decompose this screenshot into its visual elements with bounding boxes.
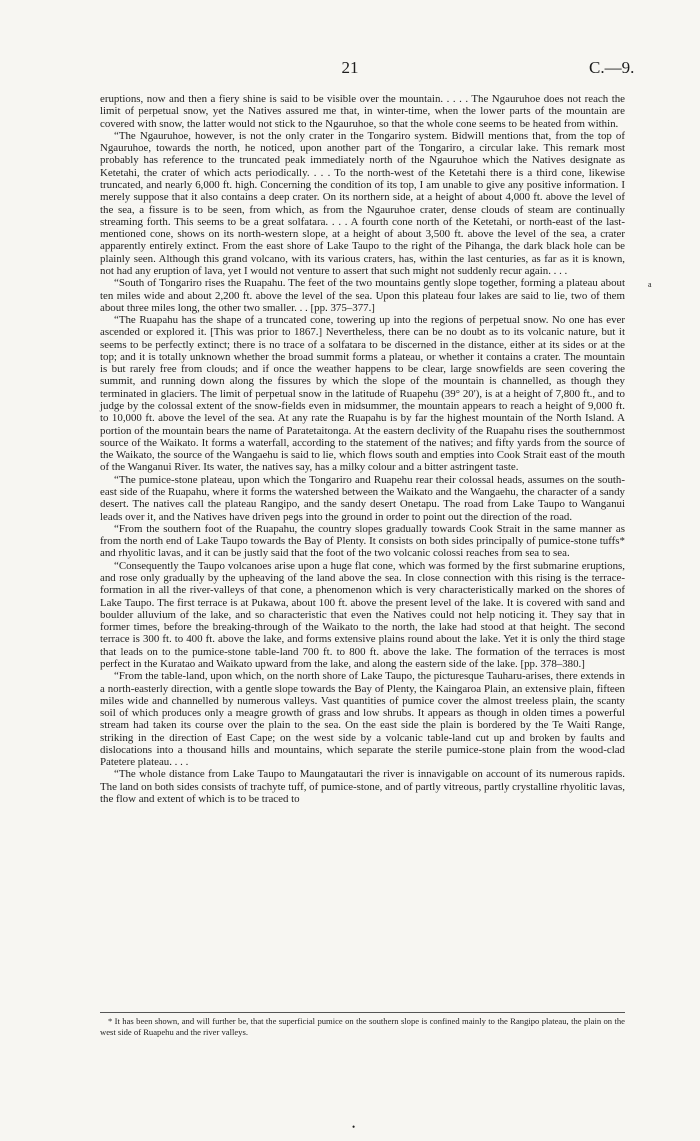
paragraph-7: “Consequently the Taupo volcanoes arise upon a huge flat cone, which was formed by the first submarine eruptions, and rose only gradually by the upheaving of the land above the sea. In close connection with this rising is the terrace-formation in all the river-valleys of that cone, a phenomenon which is very characteristically marked on the shores of Lake Taupo. The first terrace is at Pukawa, about 100 ft. above the present level of the lake. It is covered with sand and boulder alluvium of the lake, and so characteristic that even the Natives could not help noticing it. They say that in former times, before the breaking-through of the Waikato to the north, the lake had stood at that height. The second terrace is 300 ft. to 400 ft. above the lake, and forms extensive plains round about the lake. Yet it is only the third stage that leads on to the pumice-stone table-land 700 ft. to 800 ft. above the lake. The formation of the terraces is most perfect in the Kuratao and Waikato upward from the lake, and along the eastern side of the lake. [pp. 378–380.] [100,559,625,670]
paragraph-6: “From the southern foot of the Ruapahu, the country slopes gradually towards Cook Strait in the same manner as from the north end of Lake Taupo towards the Bay of Plenty. It consists on both sides principally of pumice-stone tuffs* and rhyolitic lavas, and it can be justly said that the foot of the two volcanic colossi reaches from sea to sea. [100,522,625,560]
footnote: * It has been shown, and will further be, that the superficial pumice on the southern slope is confined mainly to the Rangipo plateau, the plain on the west side of Ruapehu and the river valleys. [100,1016,625,1037]
paragraph-1: eruptions, now and then a fiery shine is said to be visible over the mountain. . . . . The Ngauruhoe does not reach the limit of perpetual snow, yet the Natives assured me that, in winter-time, when the lower parts of the mountain are covered with snow, the latter would not stick to the Ngauruhoe, so that the whole cone seems to be heated from within. [100,93,625,130]
footnote-divider [100,1012,625,1013]
document-reference: C.—9. [589,58,635,77]
body-text [100,93,625,805]
bottom-mark: • [352,1122,356,1132]
paragraph-4: “The Ruapahu has the shape of a truncated cone, towering up into the regions of perpetual snow. No one has ever ascended or explored it. [This was prior to 1867.] Nevertheless, there can be no doubt as to its volcanic nature, but it seems to be perfectly extinct; there is no trace of a solfatara to be discerned in the distance, either at its sides or at the top; and it is totally unknown whether the broad summit forms a plateau, or whether it contains a crater. The mountain is but rarely free from clouds; and if once the weather happens to be clear, large snowfields are seen covering the summit, and running down along the fissures by which the slope of the mountain is channelled, as though they terminated in glaciers. The limit of perpetual snow in the latitude of Ruapehu (39° 20'), is at a height of 7,800 ft., and to judge by the colossal extent of the snow-fields even in midsummer, the mountain appears to reach a height of 9,000 ft. to 10,000 ft. above the level of the sea. At any rate the Ruapahu is by far the highest mountain of the North Island. A portion of the mountain bears the name of Paratetaitonga. At the eastern declivity of the Ruapahu rises the southernmost source of the Waikato. It forms a waterfall, according to the statement of the natives; and fifty yards from the source of the Waikato, the source of the Wangaehu is said to lie, which flows south and empties into Cook Strait east of the mouth of the Wanganui River. Its water, the natives say, has a milky colour and a bitter astringent taste. [100,314,625,474]
paragraph-3: “South of Tongariro rises the Ruapahu. The feet of the two mountains gently slope together, forming a plateau about ten miles wide and about 2,200 ft. above the level of the sea. Upon this plateau four lakes are said to lie, two of them about three miles long, the other two smaller. . . [pp. 375–377.] [100,277,625,314]
paragraph-2: “The Ngauruhoe, however, is not the only crater in the Tongariro system. Bidwill mentions that, from the top of Ngauruhoe, towards the north, he noticed, upon another part of the Tongariro, a circular lake. This remark most probably has reference to the truncated peak immediately north of the Ngauruhoe which the Natives designate as Ketetahi, the crater of which acts periodically. . . . To the north-west of the Ketetahi there is a third cone, likewise truncated, and nearly 6,000 ft. high. Concerning the condition of its top, I am unable to give any positive information. I merely suppose that it also contains a deep crater. On its northern side, at a height of about 4,000 ft. above the level of the sea, a fissure is to be seen, from which, as from the Ngauruhoe crater, dense clouds of steam are continually streaming forth. This seems to be a great solfatara. . . . A fourth cone north of the Ketetahi, or north-east of the last-mentioned cone, shows on its north-western slope, at a height of about 3,500 ft. above the level of the sea, a crater apparently entirely extinct. From the east shore of Lake Taupo to the right of the Pihanga, the dark black hole can be plainly seen. Although this grand volcano, with its various craters, has, within the last centuries, as far as it is known, not had any eruption of lava, yet I would not venture to assert that such might not suddenly recur again. . . . [100,129,625,277]
paragraph-9: “The whole distance from Lake Taupo to Maungatautari the river is innavigable on account of its numerous rapids. The land on both sides consists of trachyte tuff, of pumice-stone, and of partly vitreous, partly crystalline rhyolitic lavas, the flow and extent of which is to be traced to [100,768,625,806]
margin-mark: a [648,280,652,289]
paragraph-8: “From the table-land, upon which, on the north shore of Lake Taupo, the picturesque Tauharu-arises, there extends in a north-easterly direction, with a gentle slope towards the Bay of Plenty, the Kaingaroa Plain, an extensive plain, fifteen miles wide and channelled by numerous valleys. Vast quantities of pumice cover the almost treeless plain, the scanty soil of which produces only a meagre growth of grass and low shrubs. It appears as though in olden times a powerful stream had taken its course over the plain to the sea. On the east side the plain is bordered by the Te Waiti Range, striking in the direction of East Cape; on the west side by a volcanic table-land cut up and broken by faults and dislocations into a thousand hills and mountains, which separate the sterile pumice-stone plain from the wood-clad Patetere plateau. . . . [100,670,625,769]
page-number: 21 [341,58,359,77]
paragraph-5: “The pumice-stone plateau, upon which the Tongariro and Ruapehu rear their colossal heads, assumes on the south-east side of the Ruapahu, where it forms the watershed between the Waikato and the Wangaehu, the character of a sandy desert. The natives call the plateau Rangipo, and the sandy desert Onetapu. The road from Lake Taupo to Wanganui leads over it, and the Natives have driven pegs into the ground in order to point out the direction of the road. [100,473,625,523]
